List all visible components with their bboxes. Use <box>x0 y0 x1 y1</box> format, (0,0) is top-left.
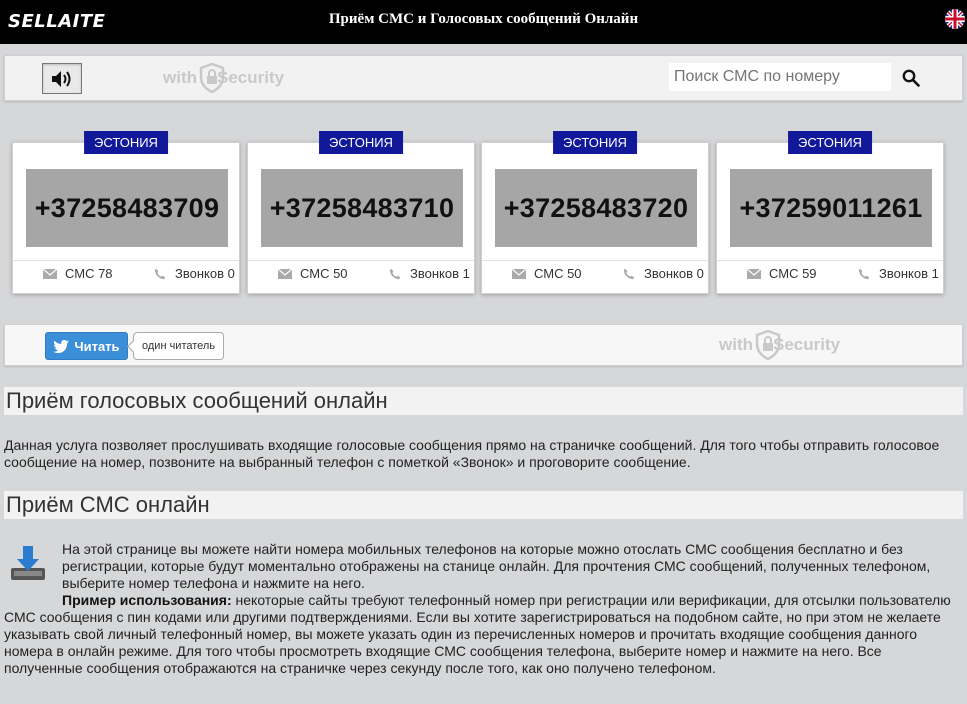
sms-count <box>512 266 622 281</box>
calls-count <box>153 266 235 281</box>
card-stats <box>248 260 474 286</box>
twitter-bird-icon <box>53 340 69 353</box>
envelope-icon <box>278 268 292 280</box>
voice-section-title: Приём голосовых сообщений онлайн <box>4 387 963 415</box>
usage-example <box>4 592 964 677</box>
toolbar-panel <box>4 55 963 101</box>
top-bar <box>0 0 967 44</box>
usage-example-text: некоторые сайты требуют телефонный номер при регистрации или верификации, для отсылки пользователю СМС сообщения с пин кодами или другими подтверждениями. Если вы хотите зарегистрироваться на подобном сайте, но при этом не желаете указывать свой личный телефонный номер, вы можете указать один из перечисленных номеров и прочитать входящие сообщения данного номера в онлайн режиме. Для того чтобы просмотреть входящие СМС сообщения телефона, выберите номер и нажмите на него. Все полученные сообщения отображаются на страничке через секунду после того, как оно получено телефоном. <box>4 592 951 676</box>
phone-card[interactable] <box>481 135 709 294</box>
sms-description <box>4 541 964 677</box>
read-panel <box>4 324 963 366</box>
site-logo[interactable]: SELLAITE <box>8 11 106 32</box>
search-icon[interactable] <box>902 69 920 87</box>
country-badge: ЭСТОНИЯ <box>84 131 168 154</box>
calls-count <box>388 266 470 281</box>
phone-number[interactable]: +37258483710 <box>261 169 463 247</box>
watermark-text: with <box>719 335 753 354</box>
twitter-follow-button[interactable] <box>45 332 128 360</box>
card-stats <box>717 260 943 286</box>
country-badge: ЭСТОНИЯ <box>319 131 403 154</box>
sms-count <box>43 266 153 281</box>
language-flag-icon[interactable] <box>945 9 965 29</box>
speaker-icon <box>50 69 74 89</box>
phone-number[interactable]: +37258483709 <box>26 169 228 247</box>
calls-count-label: Звонков 0 <box>175 266 235 281</box>
security-watermark <box>719 330 840 360</box>
phone-card[interactable] <box>12 135 240 294</box>
calls-count <box>622 266 704 281</box>
calls-count-label: Звонков 1 <box>410 266 470 281</box>
calls-count-label: Звонков 0 <box>644 266 704 281</box>
phone-icon <box>153 268 167 280</box>
envelope-icon <box>43 268 57 280</box>
sms-intro: На этой странице вы можете найти номера мобильных телефонов на которые можно отослать СМС сообщения бесплатно и без регистрации, которые будут моментально отображены на станице онлайн. Для прочтения СМС сообщений, полученных телефоном, выберите номер телефона и нажмите на него. <box>62 541 931 591</box>
phone-number[interactable]: +37259011261 <box>730 169 932 247</box>
search-input[interactable] <box>669 63 891 91</box>
phone-icon <box>388 268 402 280</box>
envelope-icon <box>747 268 761 280</box>
sms-count-label: СМС 50 <box>300 266 348 281</box>
phone-number[interactable]: +37258483720 <box>495 169 697 247</box>
phone-card[interactable] <box>716 135 944 294</box>
sound-toggle-button[interactable] <box>42 63 82 94</box>
country-badge: ЭСТОНИЯ <box>788 131 872 154</box>
security-watermark <box>163 63 284 93</box>
sms-section-title: Приём СМС онлайн <box>4 491 963 519</box>
sms-count-label: СМС 78 <box>65 266 113 281</box>
watermark-text: with <box>163 68 197 87</box>
calls-count-label: Звонков 1 <box>879 266 939 281</box>
card-stats <box>13 260 239 286</box>
page-title: Приём СМС и Голосовых сообщений Онлайн <box>328 11 639 27</box>
sms-count-label: СМС 59 <box>769 266 817 281</box>
phone-icon <box>622 268 636 280</box>
sms-count-label: СМС 50 <box>534 266 582 281</box>
sms-count <box>278 266 388 281</box>
reader-count-bubble: один читатель <box>133 332 224 360</box>
watermark-brand: Security <box>217 68 285 87</box>
phone-card[interactable] <box>247 135 475 294</box>
read-button-label: Читать <box>74 338 120 354</box>
card-stats <box>482 260 708 286</box>
calls-count <box>857 266 939 281</box>
watermark-brand: Security <box>773 335 841 354</box>
usage-example-label: Пример использования: <box>62 592 232 608</box>
voice-description: Данная услуга позволяет прослушивать входящие голосовые сообщения прямо на страничке сообщений. Для того чтобы отправить голосовое сообщение на номер, позвоните на выбранный телефон с пометкой «Звонок» и проговорите сообщение. <box>4 437 940 470</box>
country-badge: ЭСТОНИЯ <box>553 131 637 154</box>
phone-icon <box>857 268 871 280</box>
sms-count <box>747 266 857 281</box>
envelope-icon <box>512 268 526 280</box>
